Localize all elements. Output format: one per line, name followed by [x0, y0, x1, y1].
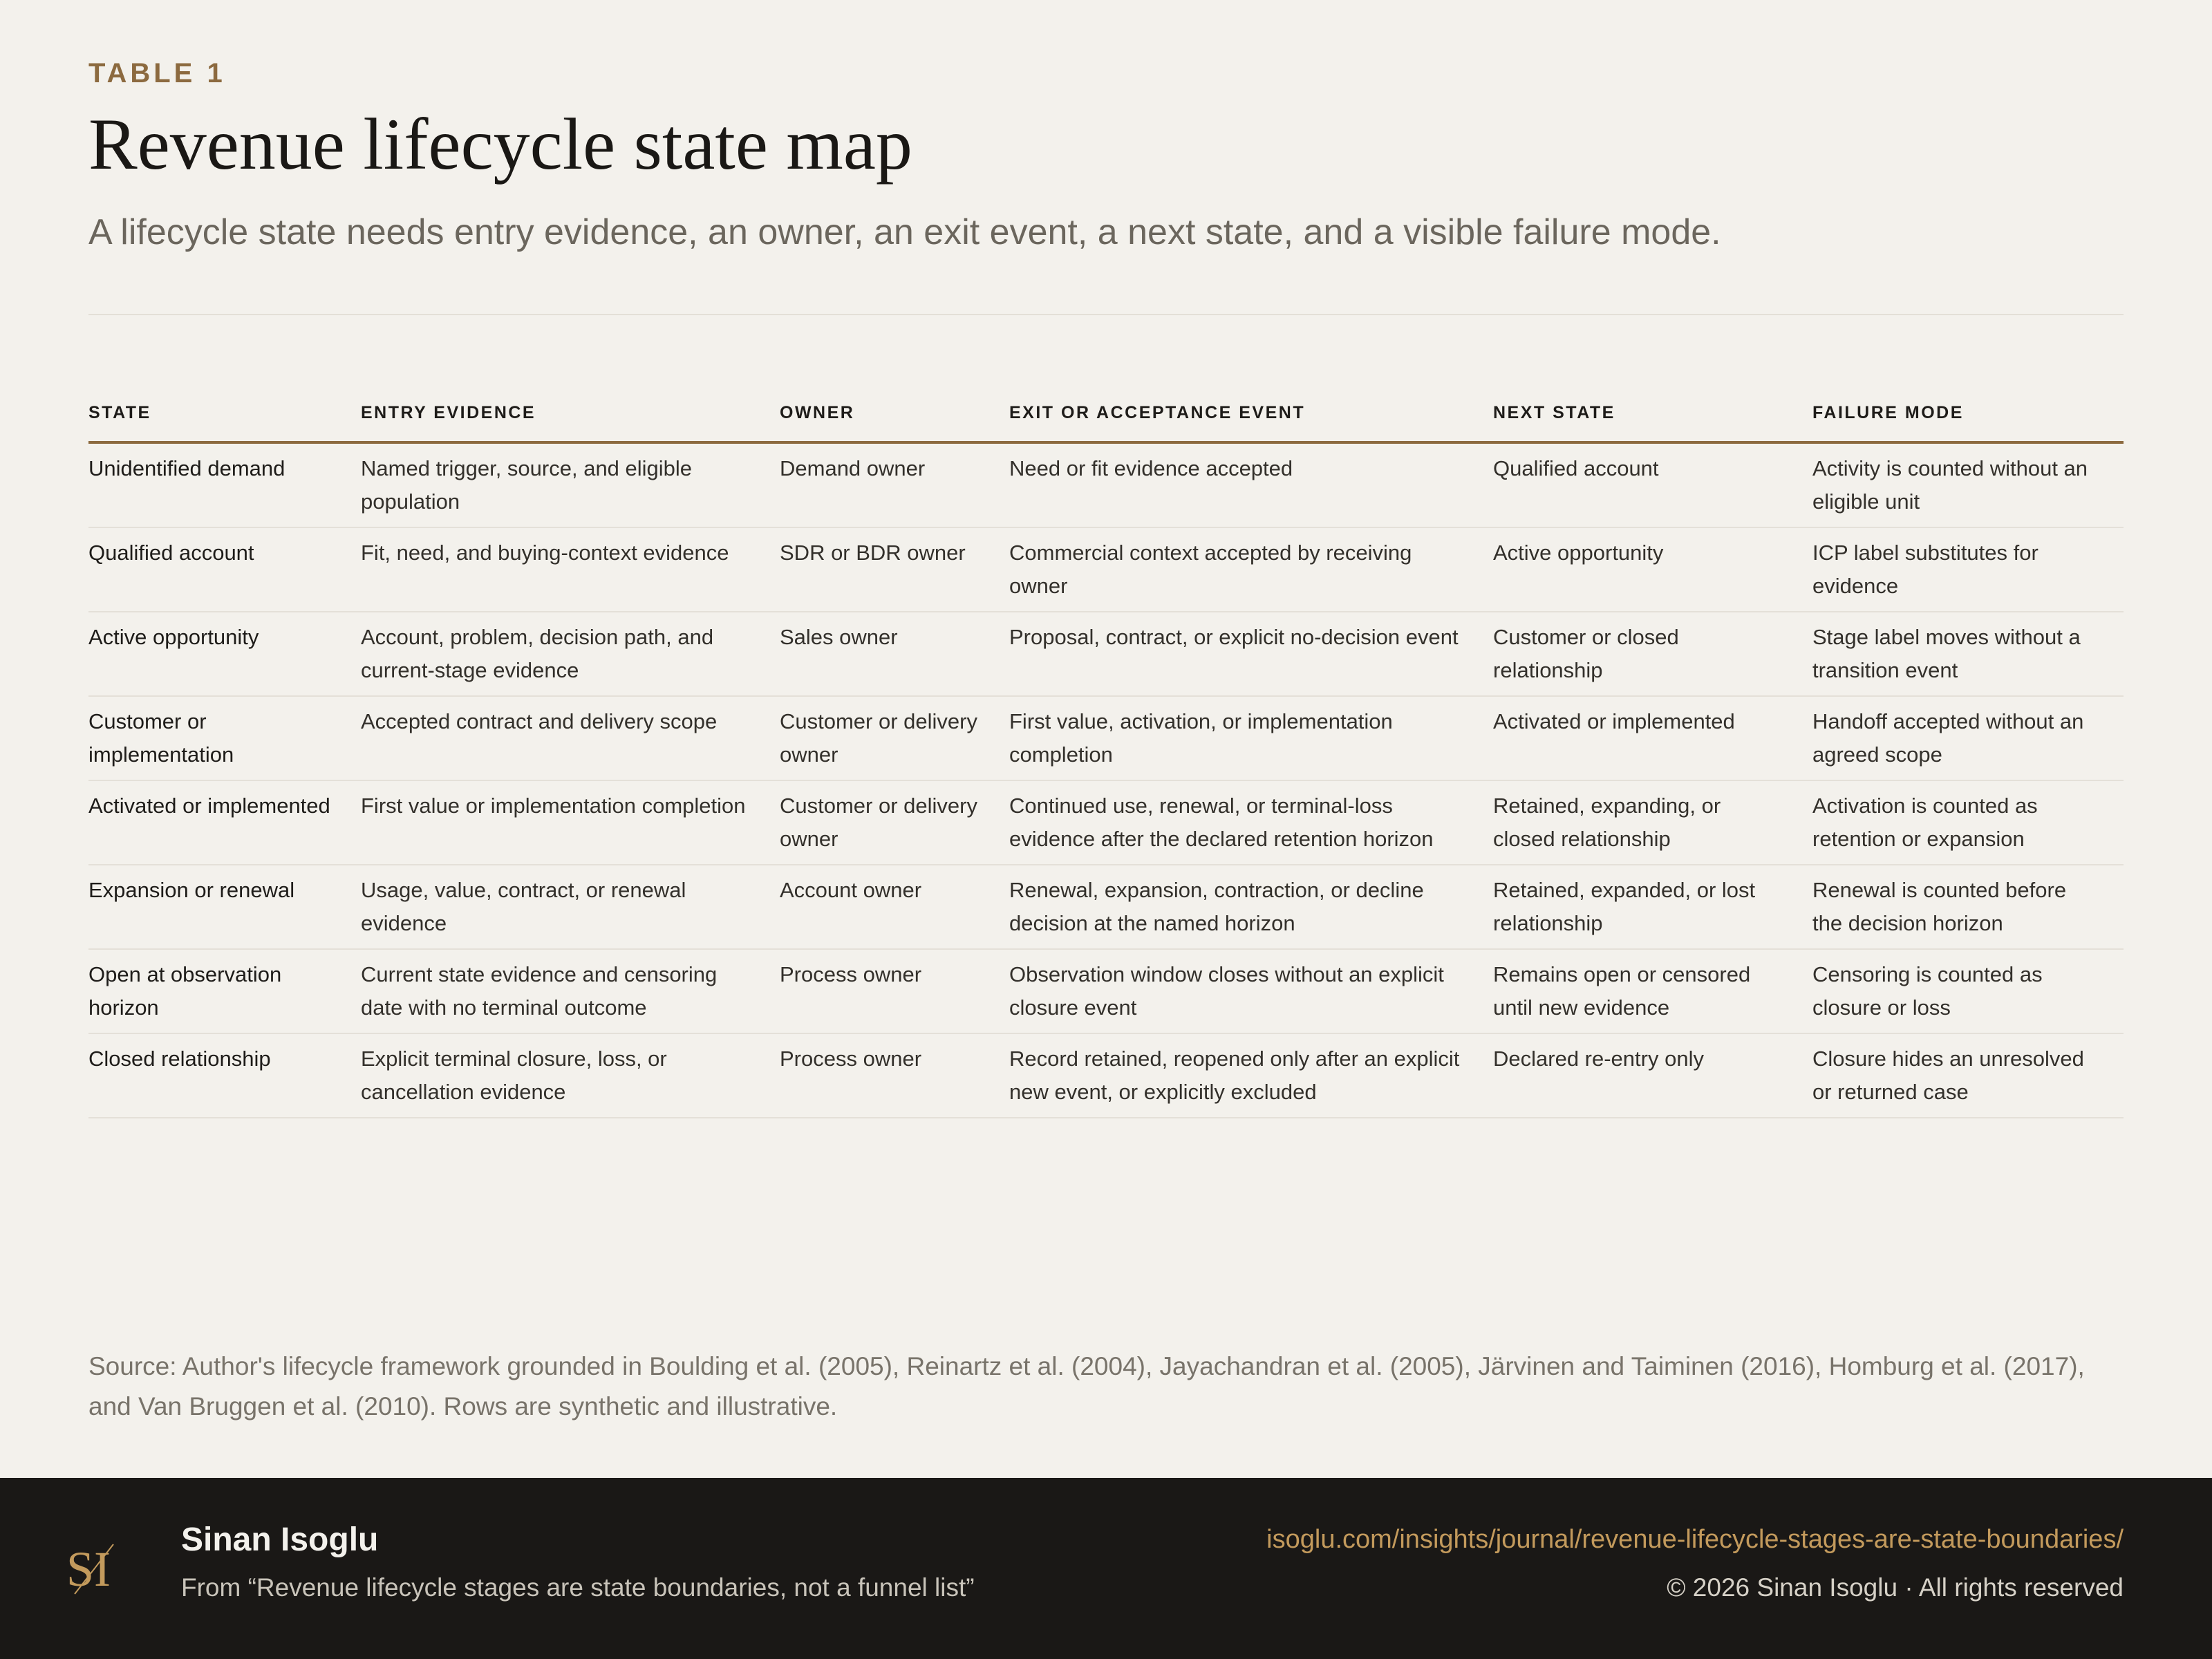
- cell-owner: Account owner: [780, 865, 1009, 949]
- cell-state: Closed relationship: [88, 1033, 361, 1118]
- cell-owner: Customer or delivery owner: [780, 696, 1009, 780]
- cell-next-state: Retained, expanding, or closed relationship: [1493, 780, 1812, 865]
- cell-owner: Sales owner: [780, 612, 1009, 696]
- cell-exit-event: Continued use, renewal, or terminal-loss evidence after the declared retention horizon: [1009, 780, 1493, 865]
- cell-next-state: Remains open or censored until new evidence: [1493, 949, 1812, 1033]
- cell-failure-mode: ICP label substitutes for evidence: [1812, 527, 2124, 612]
- cell-state: Activated or implemented: [88, 780, 361, 865]
- column-header-entry-evidence: ENTRY EVIDENCE: [361, 400, 780, 442]
- copyright-notice: © 2026 Sinan Isoglu · All rights reserved: [1667, 1573, 2124, 1602]
- cell-state: Expansion or renewal: [88, 865, 361, 949]
- cell-entry-evidence: Account, problem, decision path, and current-stage evidence: [361, 612, 780, 696]
- table-row: [88, 1033, 2124, 1118]
- cell-next-state: Activated or implemented: [1493, 696, 1812, 780]
- cell-next-state: Qualified account: [1493, 442, 1812, 527]
- table-header-row: [88, 400, 2124, 442]
- header-divider: [88, 314, 2124, 315]
- page-footer: [0, 1478, 2212, 1659]
- table-row: [88, 696, 2124, 780]
- column-header-owner: OWNER: [780, 400, 1009, 442]
- table-row: [88, 527, 2124, 612]
- cell-exit-event: Renewal, expansion, contraction, or decline decision at the named horizon: [1009, 865, 1493, 949]
- source-note: Source: Author's lifecycle framework grounded in Boulding et al. (2005), Reinartz et al. (2004), Jayachandran et al. (2005), Järvinen and Taiminen (2016), Homburg et al. (2017), and Van Bruggen et al. (2010). Rows are synthetic and illustrative.: [88, 1352, 2085, 1421]
- cell-owner: SDR or BDR owner: [780, 527, 1009, 612]
- article-link[interactable]: isoglu.com/insights/journal/revenue-lifecycle-stages-are-state-boundaries/: [1266, 1525, 2124, 1554]
- column-header-next-state: NEXT STATE: [1493, 400, 1812, 442]
- table-row: [88, 949, 2124, 1033]
- cell-exit-event: Record retained, reopened only after an explicit new event, or explicitly excluded: [1009, 1033, 1493, 1118]
- cell-exit-event: Commercial context accepted by receiving owner: [1009, 527, 1493, 612]
- cell-owner: Process owner: [780, 1033, 1009, 1118]
- table-eyebrow: TABLE 1: [88, 58, 226, 88]
- cell-failure-mode: Activity is counted without an eligible unit: [1812, 442, 2124, 527]
- state-map-table: [88, 400, 2124, 1118]
- cell-state: Qualified account: [88, 527, 361, 612]
- cell-owner: Process owner: [780, 949, 1009, 1033]
- author-name: Sinan Isoglu: [181, 1521, 379, 1558]
- cell-next-state: Retained, expanded, or lost relationship: [1493, 865, 1812, 949]
- column-header-failure-mode: FAILURE MODE: [1812, 400, 2124, 442]
- cell-next-state: Declared re-entry only: [1493, 1033, 1812, 1118]
- cell-entry-evidence: Accepted contract and delivery scope: [361, 696, 780, 780]
- cell-failure-mode: Stage label moves without a transition event: [1812, 612, 2124, 696]
- page-subtitle: A lifecycle state needs entry evidence, an owner, an exit event, a next state, and a visible failure mode.: [88, 212, 1721, 252]
- cell-failure-mode: Closure hides an unresolved or returned case: [1812, 1033, 2124, 1118]
- cell-owner: Demand owner: [780, 442, 1009, 527]
- monogram-logo-icon: [65, 1535, 120, 1601]
- article-reference: From “Revenue lifecycle stages are state boundaries, not a funnel list”: [181, 1573, 975, 1602]
- table-row: [88, 780, 2124, 865]
- cell-failure-mode: Handoff accepted without an agreed scope: [1812, 696, 2124, 780]
- cell-failure-mode: Renewal is counted before the decision horizon: [1812, 865, 2124, 949]
- svg-text:SI: SI: [66, 1541, 111, 1597]
- cell-entry-evidence: First value or implementation completion: [361, 780, 780, 865]
- cell-owner: Customer or delivery owner: [780, 780, 1009, 865]
- cell-state: Active opportunity: [88, 612, 361, 696]
- cell-state: Customer or implementation: [88, 696, 361, 780]
- column-header-exit-event: EXIT OR ACCEPTANCE EVENT: [1009, 400, 1493, 442]
- cell-entry-evidence: Fit, need, and buying-context evidence: [361, 527, 780, 612]
- cell-exit-event: Need or fit evidence accepted: [1009, 442, 1493, 527]
- page-title: Revenue lifecycle state map: [88, 104, 912, 185]
- cell-failure-mode: Activation is counted as retention or expansion: [1812, 780, 2124, 865]
- table-row: [88, 612, 2124, 696]
- cell-state: Unidentified demand: [88, 442, 361, 527]
- cell-entry-evidence: Named trigger, source, and eligible population: [361, 442, 780, 527]
- cell-exit-event: Proposal, contract, or explicit no-decision event: [1009, 612, 1493, 696]
- table-row: [88, 865, 2124, 949]
- cell-exit-event: First value, activation, or implementation completion: [1009, 696, 1493, 780]
- table-row: [88, 442, 2124, 527]
- cell-state: Open at observation horizon: [88, 949, 361, 1033]
- cell-exit-event: Observation window closes without an explicit closure event: [1009, 949, 1493, 1033]
- cell-failure-mode: Censoring is counted as closure or loss: [1812, 949, 2124, 1033]
- column-header-state: STATE: [88, 400, 361, 442]
- cell-entry-evidence: Explicit terminal closure, loss, or cancellation evidence: [361, 1033, 780, 1118]
- cell-entry-evidence: Usage, value, contract, or renewal evidence: [361, 865, 780, 949]
- cell-next-state: Customer or closed relationship: [1493, 612, 1812, 696]
- cell-next-state: Active opportunity: [1493, 527, 1812, 612]
- cell-entry-evidence: Current state evidence and censoring date with no terminal outcome: [361, 949, 780, 1033]
